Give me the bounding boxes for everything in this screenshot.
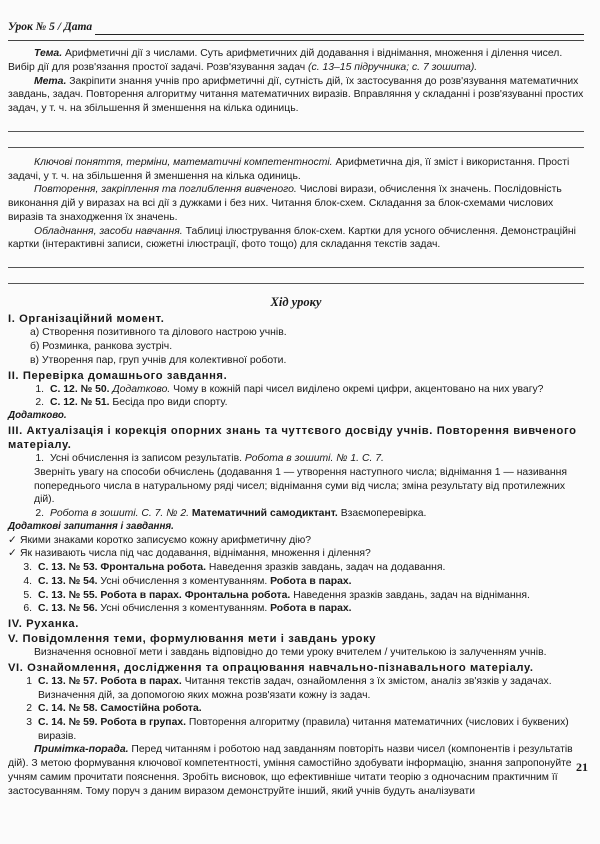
equipment-paragraph: Обладнання, засоби навчання. Таблиці ілюстрування блок-схем. Картки для усного обчислення. Демонстраційні картки (інтерактивні записи, сюжетні ілюстрації, фото тощо) для складання текстів задач.	[8, 225, 576, 251]
list-item: 1 С. 13. № 57. Робота в парах. Читання текстів задач, ознайомлення з їх змістом, аналіз зв'язків у задачах. Визначення дій, за допомогою яких можна розв'язати кожну із задач.	[26, 675, 552, 701]
checklist-item: ✓ Як називають числа під час додавання, віднімання, множення і ділення?	[8, 548, 371, 560]
list-item: 5. С. 13. № 55. Робота в парах. Фронтальна робота. Наведення зразків завдань, задач на віднімання.	[23, 589, 530, 601]
list-item: 2. С. 12. № 51. Бесіда про види спорту.	[35, 397, 228, 409]
page-number: 21	[576, 760, 588, 774]
section-new-material: VІ. Ознайомлення, дослідження та опрацювання навчально-пізнавального матеріалу.	[8, 661, 534, 674]
list-item: в) Утворення пар, груп учнів для колективної роботи.	[30, 354, 287, 366]
checkmark-icon: ✓	[8, 548, 17, 560]
header-rule	[8, 40, 584, 41]
lesson-number: Урок № 5 / Дата	[8, 21, 93, 33]
page-content	[8, 20, 584, 798]
date-line	[95, 23, 584, 35]
checklist-item: ✓ Якими знаками коротко записуємо кожну арифметичну дію?	[8, 534, 312, 546]
list-item: 3. С. 13. № 53. Фронтальна робота. Наведення зразків завдань, задач на додавання.	[23, 562, 446, 574]
section-topic-goals: V. Повідомлення теми, формулювання мети і завдань уроку	[8, 633, 377, 646]
goal-paragraph: Мета. Закріпити знання учнів про арифметичні дії, сутність дій, їх застосування до розв'язування математичних завдань, задач. Повторення алгоритму читання математичних виразів. Вправляння у складанні і розв'язуванні простих задач, у т. ч. на збільшення й зменшення на кілька одиниць.	[8, 75, 584, 115]
review-paragraph: Повторення, закріплення та поглиблення вивченого. Числові вирази, обчислення їх значень. Послідовність виконання дій у виразах на всі дії з дужками і без них. Читання блок-схем. Складання за блок-схемами числових виразів та знаходження їх значень.	[8, 184, 562, 223]
section-homework-check: ІІ. Перевірка домашнього завдання.	[8, 369, 228, 382]
lesson-header	[8, 20, 584, 35]
list-item: 4. С. 13. № 54. Усні обчислення з коментуванням. Робота в парах.	[23, 575, 352, 587]
topic-paragraph: Тема. Арифметичні дії з числами. Суть арифметичних дій додавання і віднімання, множення і ділення чисел. Вибір дії для розв'язання простої задачі. Розв'язування задач (с. 13–15 підручника; с. 7 зошита).	[8, 48, 563, 73]
lesson-progress-title: Хід уроку	[270, 294, 322, 309]
list-item: б) Розминка, ранкова зустріч.	[30, 341, 173, 353]
goals-paragraph: Визначення основної мети і завдань відповідно до теми уроку вчителем / учителькою із залученням учнів.	[34, 647, 547, 659]
extra-label: Додатково.	[8, 410, 67, 422]
list-item: 6. С. 13. № 56. Усні обчислення з коментуванням. Робота в парах.	[23, 603, 352, 615]
list-item: 1. С. 12. № 50. Додатково. Чому в кожній парі чисел виділено окремі цифри, акцентовано на них увагу?	[35, 383, 544, 395]
checkmark-icon: ✓	[8, 534, 17, 546]
concepts-paragraph: Ключові поняття, терміни, математичні компетентності. Арифметична дія, її зміст і використання. Прості задачі, у т. ч. на збільшення й зменшення на кілька одиниць.	[8, 156, 570, 182]
tip-paragraph: Примітка-порада. Перед читанням і роботою над завданням повторіть назви чисел (компонентів і результатів дій). З метою формування ключової компетентності, уміння самостійно здобувати інформацію, знання запропонуйте учням самим прочитати пояснення. Зробіть висновок, що ефективніше читати теорію з одночасним практичним її застосуванням. Тому поруч з даним виразом демонструйте інший, який учнів будуть аналізувати	[8, 744, 573, 797]
blank-line	[8, 255, 584, 268]
extra-questions-label: Додаткові запитання і завдання.	[8, 520, 174, 532]
section-warmup: IV. Руханка.	[8, 618, 79, 631]
section-actualization: ІІІ. Актуалізація і корекція опорних знань та чуттєвого досвіду учнів. Повторення вивченого матеріалу.	[8, 425, 577, 452]
list-item: 3 С. 14. № 59. Робота в групах. Повторення алгоритму (правила) читання математичних (числових і буквених) виразів.	[26, 717, 569, 742]
blank-line	[8, 135, 584, 148]
list-item: 1. Усні обчислення із записом результатів. Робота в зошиті. № 1. С. 7.	[35, 453, 384, 465]
blank-line	[8, 119, 584, 132]
list-item: а) Створення позитивного та ділового настрою учнів.	[30, 327, 287, 339]
section-org-moment: І. Організаційний момент.	[8, 313, 165, 326]
list-item: 2. Робота в зошиті. С. 7. № 2. Математичний самодиктант. Взаємоперевірка.	[35, 508, 427, 520]
note-paragraph: Зверніть увагу на способи обчислень (додавання 1 — утворення наступного числа; віднімання 1 — називання попереднього числа в натуральному ряді чисел; віднімання суми від числа; зміна результату від протилежних дій).	[34, 466, 567, 506]
list-item: 2 С. 14. № 58. Самостійна робота.	[26, 703, 202, 715]
blank-line	[8, 271, 584, 284]
